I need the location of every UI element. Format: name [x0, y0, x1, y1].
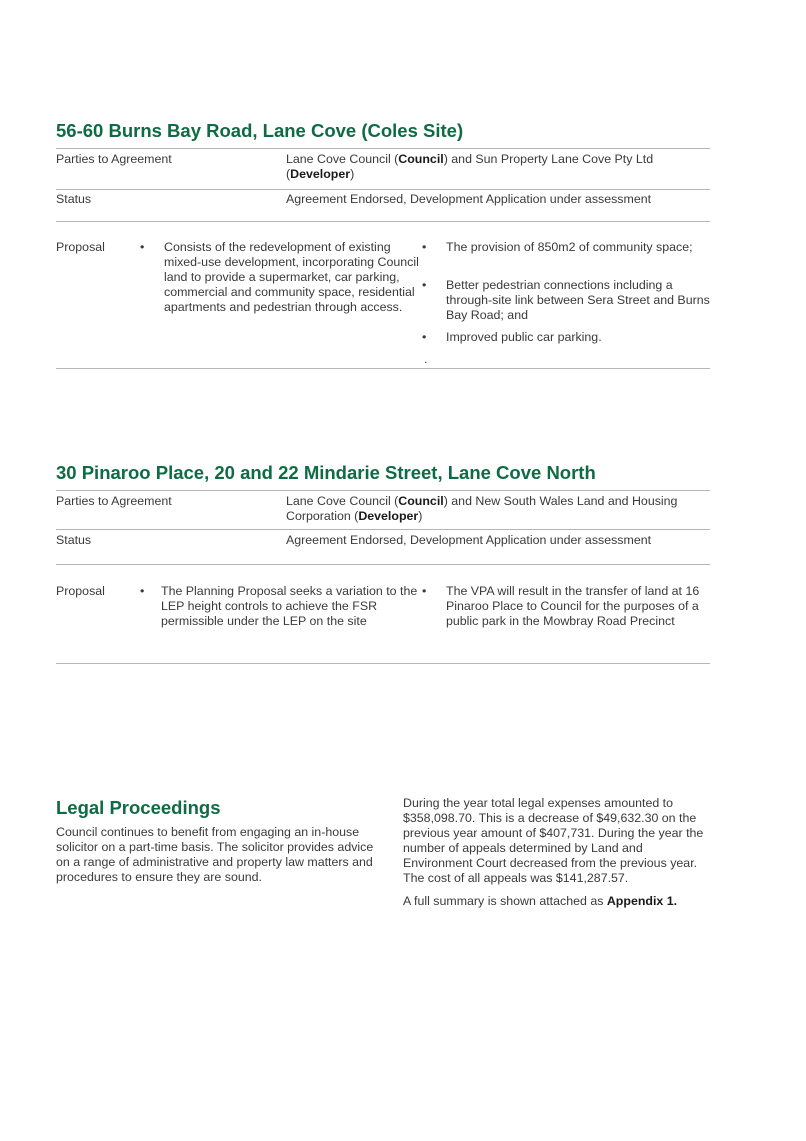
- bullet-text: Improved public car parking.: [446, 330, 602, 344]
- parties-value: Lane Cove Council (Council) and Sun Property Lane Cove Pty Ltd (Developer): [286, 152, 654, 181]
- bullet-text: The Planning Proposal seeks a variation to the LEP height controls to achieve the FSR permissible under the LEP on the site: [161, 584, 418, 628]
- proposal-label: Proposal: [56, 584, 105, 598]
- status-row: [56, 190, 710, 221]
- bullet-icon: •: [422, 278, 427, 292]
- legal-left-column: [56, 797, 374, 893]
- status-value: Agreement Endorsed, Development Application under assessment: [286, 533, 652, 547]
- legal-right-column: [403, 796, 713, 917]
- bullet-icon: •: [140, 584, 145, 598]
- legal-intro-paragraph: Council continues to benefit from engaging an in-house solicitor on a part-time basis. The solicitor provides advice on a range of administrative and property law matters and procedures to ensure they are sound.: [56, 825, 374, 884]
- divider: [56, 663, 710, 664]
- divider: [56, 368, 710, 369]
- bullet-icon: •: [422, 584, 427, 598]
- bullet-icon: •: [140, 240, 145, 254]
- proposal-row: [56, 565, 710, 663]
- section-title: 30 Pinaroo Place, 20 and 22 Mindarie Street, Lane Cove North: [56, 462, 596, 483]
- agreement-section-pinaroo: [56, 462, 710, 664]
- stray-mark: .: [424, 352, 428, 366]
- bullet-text: The VPA will result in the transfer of land at 16 Pinaroo Place to Council for the purposes of a public park in the Mowbray Road Precinct: [446, 584, 700, 628]
- status-label: Status: [56, 192, 92, 206]
- bullet-text: The provision of 850m2 of community space;: [446, 240, 693, 254]
- parties-value: Lane Cove Council (Council) and New South Wales Land and Housing Corporation (Developer): [286, 494, 678, 523]
- status-label: Status: [56, 533, 92, 547]
- parties-label: Parties to Agreement: [56, 494, 172, 508]
- bullet-icon: •: [422, 330, 427, 344]
- legal-title: Legal Proceedings: [56, 797, 221, 818]
- bullet-text: Better pedestrian connections including a through-site link between Sera Street and Burns Bay Road; and: [446, 278, 710, 322]
- bullet-icon: •: [422, 240, 427, 254]
- legal-expenses-paragraph: During the year total legal expenses amounted to $358,098.70. This is a decrease of $49,632.30 on the previous year amount of $407,731. During the year the number of appeals determined by Land and Environment Court decreased from the previous year. The cost of all appeals was $141,287.57.: [403, 796, 704, 885]
- legal-summary-paragraph: A full summary is shown attached as Appendix 1.: [403, 894, 678, 908]
- proposal-row: [56, 222, 710, 368]
- parties-row: [56, 491, 710, 529]
- status-value: Agreement Endorsed, Development Application under assessment: [286, 192, 652, 206]
- bullet-text: Consists of the redevelopment of existing mixed-use development, incorporating Council land to provide a supermarket, car parking, commercial and community space, residential apartments and pedestrian through access.: [164, 240, 419, 314]
- parties-row: [56, 149, 710, 189]
- agreement-section-coles: [56, 120, 710, 369]
- status-row: [56, 530, 710, 564]
- parties-label: Parties to Agreement: [56, 152, 172, 166]
- proposal-label: Proposal: [56, 240, 105, 254]
- section-title: 56-60 Burns Bay Road, Lane Cove (Coles Site): [56, 120, 464, 141]
